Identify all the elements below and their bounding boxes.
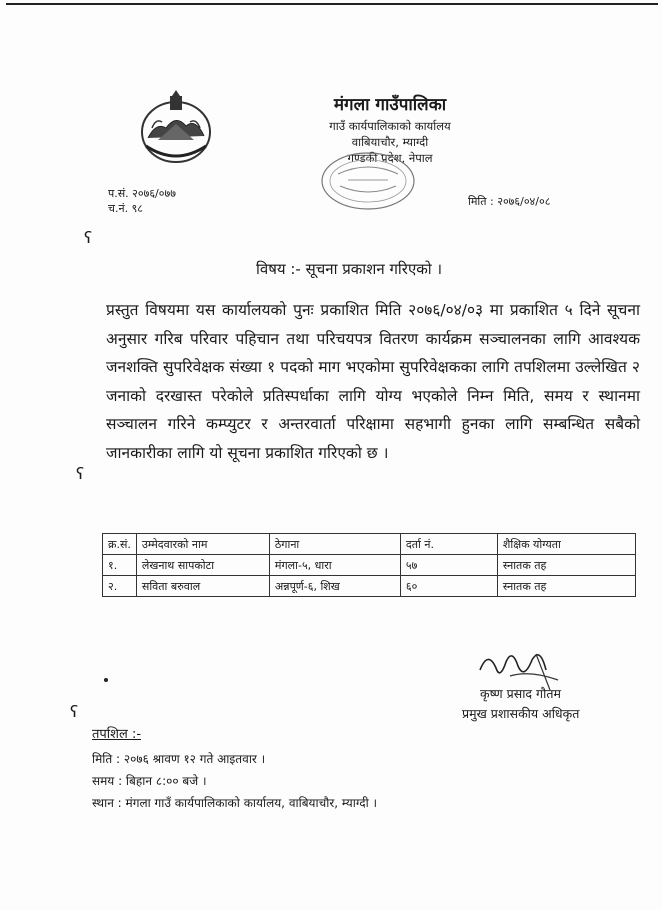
details-title: तपशिल :-: [92, 727, 142, 742]
office-address: वाबियाचौर, म्याग्दी: [351, 135, 429, 149]
table-row: [103, 555, 636, 576]
notice-body: प्रस्तुत विषयमा यस कार्यालयको पुनः प्रकाशित मिति २०७६/०४/०३ मा प्रकाशित ५ दिने सूचना अनुसार गरिब परिवार पहिचान तथा परिचयपत्र वितरण कार्यक्रम सञ्चालनका लागि आवश्यक जनशक्ति सुपरिवेक्षक संख्या १ पदको माग भएकोमा सुपरिवेक्षकका लागि तपशिलमा उल्लेखित २ जनाको दरखास्त परेकोले प्रतिस्पर्धाका लागि योग्य भएकोले निम्न मिति, समय र स्थानमा सञ्चालन गरिने कम्प्युटर र अन्तरवार्ता परिक्षामा सहभागी हुनका लागि सम्बन्धित सबैको जानकारीका लागि यो सूचना प्रकाशित गरिएको छ ।: [106, 301, 640, 462]
details-time: समय : बिहान ८:०० बजे ।: [92, 774, 207, 788]
col-registration: दर्ता नं.: [400, 534, 497, 555]
letter-number: प.सं. २०७६/०७७: [108, 187, 176, 200]
signatory-title: प्रमुख प्रशासकीय अधिकृत: [462, 706, 580, 721]
letter-date: मिति : २०७६/०४/०८: [468, 195, 551, 208]
cell-registration: ६०: [400, 576, 497, 597]
office-stamp: [318, 150, 418, 212]
cell-address: मंगला-५, धारा: [269, 555, 400, 576]
office-province: गण्डकी प्रदेश, नेपाल: [347, 151, 433, 165]
signatory-block: [462, 684, 579, 724]
cell-name: सविता बरुवाल: [136, 576, 269, 597]
punch-hole-mark: ʕ: [84, 228, 93, 247]
col-qualification: शैक्षिक योग्यता: [497, 534, 635, 555]
punch-hole-mark: ʕ: [76, 464, 85, 483]
office-name: मंगला गाउँपालिका: [333, 95, 447, 115]
office-subtitle: गाउँ कार्यपालिकाको कार्यालय: [329, 119, 451, 133]
cell-serial: २.: [103, 576, 137, 597]
cell-qualification: स्नातक तह: [497, 576, 635, 597]
ink-dot: [104, 678, 108, 682]
candidates-table: [102, 533, 636, 597]
col-name: उम्मेदवारको नाम: [136, 534, 269, 555]
signatory-name: कृष्ण प्रसाद गौतम: [480, 686, 561, 701]
dispatch-number: च.नं. ९८: [108, 202, 144, 215]
cell-registration: ५७: [400, 555, 497, 576]
cell-serial: १.: [103, 555, 137, 576]
details-block: [92, 724, 377, 814]
details-place: स्थान : मंगला गाउँ कार्यपालिकाको कार्यालय, वाबियाचौर, म्याग्दी ।: [92, 796, 378, 810]
punch-hole-mark: ʕ: [70, 702, 79, 721]
top-border-line: [6, 3, 658, 5]
cell-qualification: स्नातक तह: [497, 555, 635, 576]
cell-address: अन्नपूर्ण-६, शिख: [269, 576, 400, 597]
table-header-row: [103, 534, 636, 555]
reference-block: [108, 186, 176, 216]
col-address: ठेगाना: [269, 534, 400, 555]
col-serial: क्र.सं.: [103, 534, 137, 555]
table-row: [103, 576, 636, 597]
subject-line: विषय :- सूचना प्रकाशन गरिएको ।: [256, 260, 443, 278]
nepal-emblem-icon: [136, 88, 216, 168]
cell-name: लेखनाथ सापकोटा: [136, 555, 269, 576]
details-date: मिति : २०७६ श्रावण १२ गते आइतवार ।: [92, 752, 266, 766]
